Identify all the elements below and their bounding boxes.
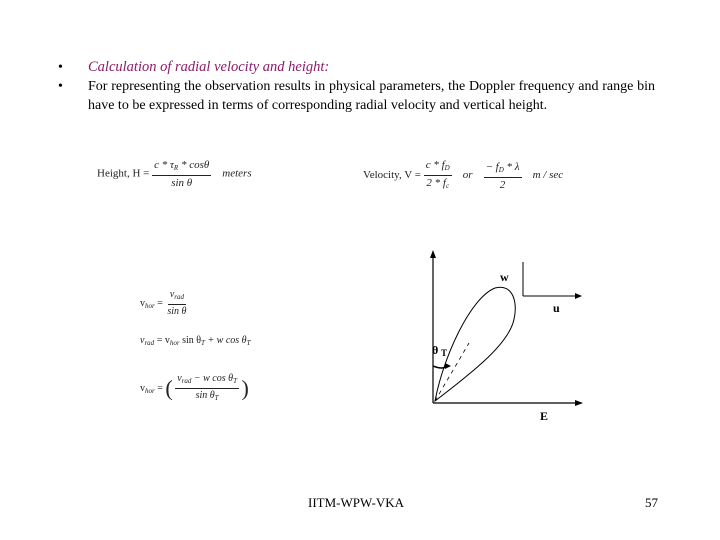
eq1-den: sin θ — [167, 306, 187, 317]
velocity-fraction-2 — [484, 160, 522, 192]
eq3-lhs-sub: hor — [145, 386, 155, 395]
eq1-num: v — [169, 289, 175, 300]
eq-vhor — [140, 288, 188, 319]
label-theta: θ — [432, 343, 439, 357]
label-theta-sub: T — [441, 348, 448, 358]
velocity-formula — [363, 158, 563, 193]
eq2-rhs: = v — [154, 335, 170, 346]
theta-arrow — [445, 363, 451, 369]
eq2-rest: sin θ — [179, 335, 202, 346]
u-axis-arrow — [575, 293, 582, 299]
eq1-equals: = — [154, 297, 166, 309]
height-num-sub: R — [173, 164, 179, 172]
eq3-equals: = — [154, 382, 166, 394]
beam-geometry-diagram — [425, 248, 595, 428]
eq3-num-b: − w cos θ — [191, 373, 234, 384]
velocity-num2-rest: * λ — [503, 160, 520, 173]
velocity-unit: m / sec — [532, 169, 564, 182]
eq3-num-a: v — [177, 373, 182, 384]
eq-vhor-expanded: $v_{hor}$ = ( $\frac{v_{rad} - w \cos \theta_T}{\sin \theta_T}$ ) — [140, 372, 249, 405]
height-num-rest: * cosθ — [178, 159, 210, 171]
velocity-or: or — [462, 169, 473, 182]
eq3-den: sin θ — [195, 390, 215, 401]
eq1-num-sub: rad — [174, 293, 185, 301]
height-formula — [97, 158, 252, 190]
height-fraction — [152, 158, 211, 190]
bullet-list — [58, 58, 658, 115]
bullet-marker: • — [58, 60, 63, 75]
velocity-num2-sub: D — [498, 165, 504, 174]
velocity-num1-sub: D — [444, 164, 450, 172]
velocity-den1: 2 * f — [426, 177, 446, 189]
eq1-lhs-sub: hor — [145, 301, 155, 310]
eq2-lhs: v — [140, 335, 145, 346]
horizontal-axis-arrow — [575, 400, 583, 406]
eq2-rhs-sub: hor — [169, 339, 180, 347]
eq3-den-sub: T — [214, 394, 219, 402]
velocity-num2: − f — [485, 160, 499, 173]
eq3-num-a-sub: rad — [181, 377, 192, 385]
label-e: E — [540, 409, 549, 423]
velocity-num1: c * f — [425, 159, 445, 171]
velocity-fraction-1 — [424, 158, 452, 193]
bullet-marker: • — [58, 79, 63, 94]
eq3-fraction — [175, 372, 239, 405]
bullet-heading: Calculation of radial velocity and height: — [88, 59, 330, 75]
eq1-lhs: v — [140, 297, 145, 309]
eq3-num-b-sub: T — [233, 377, 237, 385]
bullet-body: For representing the observation results in physical parameters, the Doppler frequency and range bin have to be expressed in terms of corresponding radial velocity and vertical height. — [88, 79, 655, 113]
eq-vrad — [140, 335, 251, 347]
eq1-fraction — [165, 288, 188, 319]
eq2-lhs-sub: rad — [144, 339, 155, 347]
height-den: sin θ — [171, 177, 193, 189]
page-number: 57 — [645, 495, 658, 510]
eq2-rest2-sub: T — [246, 339, 251, 347]
height-num: c * τ — [154, 159, 174, 171]
velocity-den2: 2 — [499, 178, 506, 191]
velocity-den1-sub: c — [445, 182, 450, 190]
vertical-axis-arrow — [430, 250, 436, 258]
beam-lobe — [435, 287, 515, 401]
theta-arc — [433, 366, 447, 368]
eq3-lhs: v — [140, 382, 145, 394]
height-unit: meters — [222, 167, 252, 180]
height-lhs: Height, H = — [97, 167, 150, 180]
eq2-rest-sub: T — [201, 339, 205, 347]
bullet-item-2 — [58, 77, 658, 115]
label-w: w — [500, 270, 509, 284]
label-u: u — [553, 301, 560, 315]
footer-label: IITM-WPW-VKA — [308, 495, 405, 510]
eq2-rest2: + w cos θ — [204, 335, 247, 346]
bullet-item-1 — [58, 58, 658, 77]
velocity-lhs: Velocity, V = — [363, 169, 421, 182]
